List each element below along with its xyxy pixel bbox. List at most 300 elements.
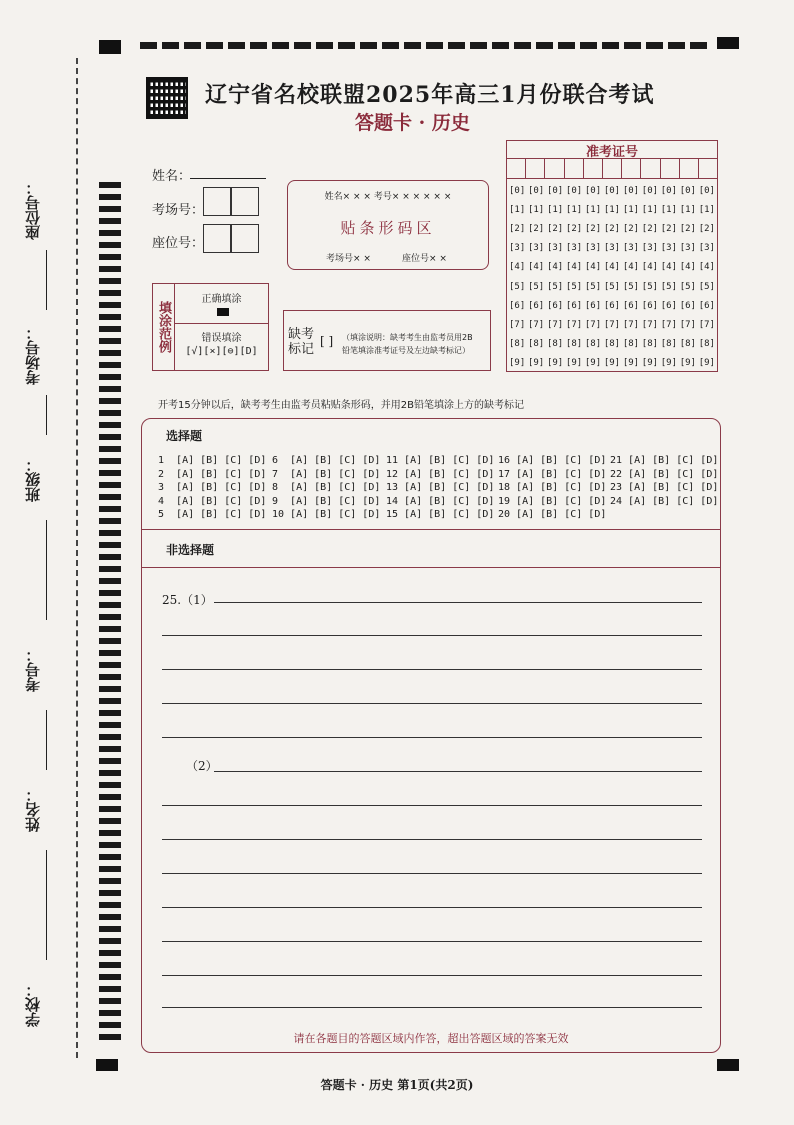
admission-bubble[interactable]: [9] <box>565 358 583 369</box>
admission-bubble[interactable]: [0] <box>698 185 715 196</box>
timing-mark <box>360 42 377 49</box>
admission-bubble[interactable]: [3] <box>546 243 564 254</box>
admission-bubble[interactable]: [3] <box>622 243 640 254</box>
admission-bubble[interactable]: [2] <box>527 223 545 234</box>
timing-mark <box>99 878 121 884</box>
timing-mark <box>140 42 157 49</box>
admission-bubble[interactable]: [1] <box>641 204 659 215</box>
admission-bubble[interactable]: [2] <box>698 223 715 234</box>
admission-digit-row <box>509 239 715 258</box>
admission-bubble[interactable]: [2] <box>679 223 696 234</box>
timing-mark <box>382 42 399 49</box>
nonchoice-section-title: 非选择题 <box>166 543 215 557</box>
admission-bubble[interactable]: [1] <box>603 204 621 215</box>
admission-bubble[interactable]: [7] <box>641 319 659 330</box>
admission-bubble[interactable]: [0] <box>565 185 583 196</box>
timing-mark <box>99 278 121 284</box>
question-25-1: 25.（1） <box>162 593 213 607</box>
admission-digit-row <box>509 335 715 354</box>
barcode-area-label: 贴条形码区 <box>340 219 436 237</box>
absent-note-line-1: （填涂说明：缺考考生由监考员用2B <box>342 333 473 342</box>
absent-note-line-2: 铅笔填涂准考证号及左边缺考标记） <box>342 346 470 355</box>
admission-bubble[interactable]: [8] <box>698 339 715 350</box>
admission-bubble[interactable]: [7] <box>698 319 715 330</box>
admission-bubble[interactable]: [6] <box>641 300 659 311</box>
admission-bubble[interactable]: [7] <box>679 319 696 330</box>
timing-mark <box>99 1034 121 1040</box>
admission-bubble[interactable]: [2] <box>641 223 659 234</box>
exam-subtitle: 答题卡 · 历史 <box>355 112 470 134</box>
name-field[interactable] <box>190 178 266 179</box>
timing-mark <box>99 854 121 860</box>
admission-bubble[interactable]: [2] <box>565 223 583 234</box>
admission-bubble[interactable]: [7] <box>509 319 526 330</box>
admission-bubble[interactable]: [1] <box>698 204 715 215</box>
admission-bubble[interactable]: [9] <box>584 358 602 369</box>
admission-bubble[interactable]: [6] <box>509 300 526 311</box>
timing-mark <box>99 530 121 536</box>
room-label: 考场号： <box>152 203 205 218</box>
side-line-exam-no <box>46 710 47 770</box>
timing-mark <box>228 42 245 49</box>
admission-bubble[interactable]: [5] <box>509 281 526 292</box>
timing-mark <box>99 698 121 704</box>
admission-write-cell[interactable] <box>526 159 545 178</box>
choice-question[interactable]: 15 [A] [B] [C] [D] <box>386 509 495 520</box>
admission-write-cell[interactable] <box>699 159 717 178</box>
admission-bubble[interactable]: [6] <box>565 300 583 311</box>
admission-bubble[interactable]: [0] <box>603 185 621 196</box>
timing-mark <box>99 866 121 872</box>
side-line-name <box>46 850 47 960</box>
choice-question[interactable]: 22 [A] [B] [C] [D] <box>610 468 719 480</box>
qr-code <box>146 77 188 119</box>
admission-write-cell[interactable] <box>545 159 564 178</box>
answer-lines[interactable] <box>162 419 702 1019</box>
side-label-exam-no: 考号： <box>24 647 42 693</box>
admission-bubble[interactable]: [3] <box>603 243 621 254</box>
admission-bubble[interactable]: [7] <box>565 319 583 330</box>
admission-bubble[interactable]: [6] <box>679 300 696 311</box>
timing-mark <box>99 806 121 812</box>
timing-mark <box>602 42 619 49</box>
timing-mark <box>99 578 121 584</box>
admission-bubble[interactable]: [0] <box>622 185 640 196</box>
admission-bubble[interactable]: [0] <box>679 185 696 196</box>
choice-question[interactable]: 20 [A] [B] [C] [D] <box>498 509 607 520</box>
admission-bubble[interactable]: [6] <box>546 300 564 311</box>
admission-bubble[interactable]: [7] <box>584 319 602 330</box>
admission-digit-row <box>509 181 715 200</box>
question-25-2: （2） <box>186 759 218 773</box>
choice-question[interactable]: 6 [A] [B] [C] [D] <box>272 455 381 466</box>
admission-bubble[interactable]: [7] <box>527 319 545 330</box>
admission-bubble[interactable]: [3] <box>698 243 715 254</box>
admission-bubble[interactable]: [0] <box>660 185 678 196</box>
answer-line[interactable] <box>162 975 702 976</box>
answer-line[interactable] <box>162 839 702 840</box>
admission-title: 准考证号 <box>507 141 717 159</box>
fill-example-label: 填涂范例 <box>153 284 175 370</box>
admission-bubble[interactable]: [2] <box>584 223 602 234</box>
admission-bubble[interactable]: [7] <box>546 319 564 330</box>
admission-bubble[interactable]: [4] <box>565 262 583 273</box>
timing-mark <box>99 482 121 488</box>
admission-bubble[interactable]: [5] <box>660 281 678 292</box>
timing-mark <box>99 398 121 404</box>
admission-bubble[interactable]: [9] <box>546 358 564 369</box>
timing-mark <box>690 42 707 49</box>
admission-bubble[interactable]: [6] <box>584 300 602 311</box>
timing-mark <box>99 1010 121 1016</box>
timing-mark <box>99 518 121 524</box>
timing-mark <box>294 42 311 49</box>
admission-bubble[interactable]: [0] <box>509 185 526 196</box>
corner-mark-top-right <box>717 37 739 49</box>
timing-mark <box>99 650 121 656</box>
choice-question[interactable]: 18 [A] [B] [C] [D] <box>498 482 607 493</box>
timing-mark <box>99 638 121 644</box>
timing-mark <box>250 42 267 49</box>
admission-bubble[interactable]: [2] <box>546 223 564 234</box>
timing-mark <box>558 42 575 49</box>
side-label-seat: 座位号： <box>24 180 42 240</box>
timing-mark <box>99 602 121 608</box>
admission-bubble[interactable]: [2] <box>622 223 640 234</box>
admission-bubble[interactable]: [8] <box>622 339 640 350</box>
admission-bubble[interactable]: [6] <box>660 300 678 311</box>
choice-question[interactable]: 7 [A] [B] [C] [D] <box>272 468 381 480</box>
choice-question[interactable]: 13 [A] [B] [C] [D] <box>386 482 495 493</box>
admission-bubble[interactable]: [9] <box>641 358 659 369</box>
timing-mark <box>580 42 597 49</box>
timing-mark <box>536 42 553 49</box>
admission-bubble[interactable]: [1] <box>546 204 564 215</box>
timing-mark <box>99 890 121 896</box>
admission-bubble[interactable]: [0] <box>641 185 659 196</box>
answer-line[interactable] <box>162 669 702 670</box>
admission-bubble[interactable]: [3] <box>584 243 602 254</box>
admission-bubble[interactable]: [8] <box>546 339 564 350</box>
answer-line[interactable] <box>162 805 702 806</box>
admission-bubble[interactable]: [4] <box>603 262 621 273</box>
timing-mark <box>99 998 121 1004</box>
choice-question[interactable]: 5 [A] [B] [C] [D] <box>158 509 267 520</box>
answer-line[interactable] <box>162 703 702 704</box>
admission-bubble[interactable]: [7] <box>603 319 621 330</box>
timing-mark <box>99 350 121 356</box>
admission-bubble[interactable]: [5] <box>584 281 602 292</box>
wrong-fill-marks: [√][×][⊖][D] <box>185 346 258 357</box>
choice-question[interactable]: 19 [A] [B] [C] [D] <box>498 495 607 507</box>
room-box-2[interactable] <box>231 187 259 216</box>
side-label-class: 班级： <box>24 457 42 503</box>
choice-question[interactable]: 8 [A] [B] [C] [D] <box>272 482 381 493</box>
barcode-seat: 座位号× × <box>402 254 447 264</box>
timing-mark <box>99 218 121 224</box>
left-timing-marks <box>99 182 121 1046</box>
admission-bubble[interactable]: [4] <box>622 262 640 273</box>
corner-mark-bottom-left <box>96 1059 118 1071</box>
admission-bubble[interactable]: [6] <box>527 300 545 311</box>
timing-mark <box>99 254 121 260</box>
timing-mark <box>99 686 121 692</box>
timing-mark <box>99 290 121 296</box>
page-footer: 答题卡 · 历史 第1页(共2页) <box>320 1078 474 1092</box>
answer-line[interactable] <box>162 941 702 942</box>
barcode-area[interactable] <box>287 180 489 270</box>
admission-bubble[interactable]: [5] <box>565 281 583 292</box>
admission-bubble[interactable]: [9] <box>527 358 545 369</box>
side-line-room <box>46 395 47 435</box>
admission-write-cell[interactable] <box>565 159 584 178</box>
room-box-1[interactable] <box>203 187 231 216</box>
admission-bubble[interactable]: [1] <box>527 204 545 215</box>
timing-mark <box>99 1022 121 1028</box>
timing-mark <box>99 758 121 764</box>
timing-mark <box>99 266 121 272</box>
timing-mark <box>448 42 465 49</box>
admission-bubble[interactable]: [3] <box>641 243 659 254</box>
choice-question[interactable]: 23 [A] [B] [C] [D] <box>610 482 719 493</box>
timing-mark <box>99 326 121 332</box>
side-label-school: 学校： <box>24 982 42 1028</box>
timing-mark <box>99 938 121 944</box>
admission-write-cell[interactable] <box>680 159 699 178</box>
admission-bubble[interactable]: [1] <box>679 204 696 215</box>
admission-bubble[interactable]: [4] <box>509 262 526 273</box>
timing-mark <box>99 458 121 464</box>
admission-write-cell[interactable] <box>661 159 680 178</box>
admission-bubble[interactable]: [8] <box>641 339 659 350</box>
timing-mark <box>99 446 121 452</box>
timing-mark <box>162 42 179 49</box>
choice-question[interactable]: 11 [A] [B] [C] [D] <box>386 455 495 466</box>
admission-bubble[interactable]: [4] <box>527 262 545 273</box>
admission-bubble[interactable]: [3] <box>679 243 696 254</box>
admission-bubble[interactable]: [3] <box>565 243 583 254</box>
admission-bubble[interactable]: [1] <box>565 204 583 215</box>
timing-mark <box>99 926 121 932</box>
admission-write-cell[interactable] <box>641 159 660 178</box>
admission-bubble[interactable]: [5] <box>641 281 659 292</box>
admission-bubble[interactable]: [0] <box>527 185 545 196</box>
answer-line[interactable] <box>162 635 702 636</box>
admission-bubble[interactable]: [9] <box>698 358 715 369</box>
choice-question[interactable]: 2 [A] [B] [C] [D] <box>158 468 267 480</box>
timing-mark <box>99 242 121 248</box>
admission-bubble[interactable]: [9] <box>509 358 526 369</box>
admission-bubble[interactable]: [7] <box>660 319 678 330</box>
timing-mark <box>99 182 121 188</box>
admission-bubble[interactable]: [8] <box>509 339 526 350</box>
timing-mark <box>646 42 663 49</box>
timing-mark <box>99 902 121 908</box>
admission-write-cell[interactable] <box>584 159 603 178</box>
admission-bubble[interactable]: [5] <box>603 281 621 292</box>
admission-bubble[interactable]: [2] <box>603 223 621 234</box>
absent-mark-box <box>283 310 491 371</box>
admission-bubble[interactable]: [5] <box>622 281 640 292</box>
admission-bubble[interactable]: [6] <box>622 300 640 311</box>
admission-bubble[interactable]: [2] <box>660 223 678 234</box>
admission-bubble[interactable]: [4] <box>660 262 678 273</box>
absent-label: 缺考标记 <box>288 327 315 357</box>
answer-area <box>141 418 721 1053</box>
timing-mark <box>470 42 487 49</box>
admission-bubble[interactable]: [8] <box>584 339 602 350</box>
top-timing-marks <box>140 42 707 49</box>
admission-bubble[interactable]: [4] <box>546 262 564 273</box>
admission-bubble[interactable]: [1] <box>660 204 678 215</box>
timing-mark <box>99 422 121 428</box>
admission-bubbles[interactable] <box>507 179 717 373</box>
admission-bubble[interactable]: [8] <box>603 339 621 350</box>
timing-mark <box>99 974 121 980</box>
admission-bubble[interactable]: [4] <box>698 262 715 273</box>
admission-number-grid[interactable] <box>506 140 718 372</box>
timing-mark <box>99 830 121 836</box>
timing-mark <box>492 42 509 49</box>
timing-mark <box>99 722 121 728</box>
timing-mark <box>99 746 121 752</box>
seat-box-2[interactable] <box>231 224 259 253</box>
admission-digit-row <box>509 354 715 373</box>
choice-question[interactable]: 3 [A] [B] [C] [D] <box>158 482 267 493</box>
admission-bubble[interactable]: [5] <box>527 281 545 292</box>
choice-question[interactable]: 4 [A] [B] [C] [D] <box>158 495 267 507</box>
admission-bubble[interactable]: [0] <box>546 185 564 196</box>
timing-mark <box>99 566 121 572</box>
admission-digit-row <box>509 296 715 315</box>
admission-digit-row <box>509 219 715 238</box>
timing-mark <box>99 950 121 956</box>
admission-digit-row <box>509 200 715 219</box>
admission-bubble[interactable]: [8] <box>527 339 545 350</box>
admission-bubble[interactable]: [9] <box>622 358 640 369</box>
answer-line[interactable] <box>162 1007 702 1008</box>
admission-write-cell[interactable] <box>507 159 526 178</box>
admission-bubble[interactable]: [7] <box>622 319 640 330</box>
answer-line[interactable] <box>162 873 702 874</box>
admission-digit-row <box>509 277 715 296</box>
timing-mark <box>99 206 121 212</box>
timing-mark <box>426 42 443 49</box>
choice-question[interactable]: 17 [A] [B] [C] [D] <box>498 468 607 480</box>
admission-bubble[interactable]: [9] <box>679 358 696 369</box>
choice-question[interactable]: 14 [A] [B] [C] [D] <box>386 495 495 507</box>
corner-mark-bottom-right <box>717 1059 739 1071</box>
timing-mark <box>99 470 121 476</box>
timing-mark <box>514 42 531 49</box>
admission-bubble[interactable]: [5] <box>546 281 564 292</box>
admission-bubble[interactable]: [5] <box>698 281 715 292</box>
admission-bubble[interactable]: [1] <box>584 204 602 215</box>
timing-mark <box>99 842 121 848</box>
absent-checkbox[interactable]: [ ] <box>320 334 334 348</box>
timing-mark <box>99 626 121 632</box>
admission-bubble[interactable]: [9] <box>603 358 621 369</box>
correct-fill-label: 正确填涂 <box>201 294 242 305</box>
admission-write-cell[interactable] <box>603 159 622 178</box>
admission-bubble[interactable]: [3] <box>509 243 526 254</box>
admission-bubble[interactable]: [8] <box>660 339 678 350</box>
barcode-top-text: 姓名× × × 考号× × × × × × <box>324 192 452 202</box>
timing-mark <box>272 42 289 49</box>
timing-mark <box>99 614 121 620</box>
admission-bubble[interactable]: [1] <box>509 204 526 215</box>
choice-question[interactable]: 9 [A] [B] [C] [D] <box>272 495 381 507</box>
admission-bubble[interactable]: [6] <box>603 300 621 311</box>
binding-dashed-line <box>76 58 78 1058</box>
admission-bubble[interactable]: [2] <box>509 223 526 234</box>
timing-mark <box>99 770 121 776</box>
timing-mark <box>99 914 121 920</box>
side-label-room: 考场号： <box>24 325 42 385</box>
timing-mark <box>99 506 121 512</box>
timing-mark <box>99 554 121 560</box>
timing-mark <box>404 42 421 49</box>
answer-line[interactable] <box>162 737 702 738</box>
admission-bubble[interactable]: [1] <box>622 204 640 215</box>
admission-bubble[interactable]: [6] <box>698 300 715 311</box>
choice-question[interactable]: 12 [A] [B] [C] [D] <box>386 468 495 480</box>
admission-bubble[interactable]: [3] <box>527 243 545 254</box>
name-label: 姓名： <box>152 169 192 184</box>
answer-line[interactable] <box>214 602 702 603</box>
choice-question[interactable]: 16 [A] [B] [C] [D] <box>498 455 607 466</box>
admission-bubble[interactable]: [3] <box>660 243 678 254</box>
answer-line[interactable] <box>214 771 702 772</box>
exam-title: 辽宁省名校联盟2025年高三1月份联合考试 <box>205 82 655 108</box>
admission-bubble[interactable]: [4] <box>641 262 659 273</box>
timing-mark <box>99 302 121 308</box>
choice-question[interactable]: 1 [A] [B] [C] [D] <box>158 455 267 466</box>
absent-instruction: 开考15分钟以后，缺考考生由监考员粘贴条形码，并用2B铅笔填涂上方的缺考标记 <box>158 400 524 411</box>
admission-bubble[interactable]: [5] <box>679 281 696 292</box>
timing-mark <box>99 314 121 320</box>
admission-write-cell[interactable] <box>622 159 641 178</box>
corner-mark-top-left <box>99 40 121 54</box>
timing-mark <box>99 710 121 716</box>
choice-question[interactable]: 10 [A] [B] [C] [D] <box>272 509 381 520</box>
timing-mark <box>99 542 121 548</box>
admission-bubble[interactable]: [0] <box>584 185 602 196</box>
timing-mark <box>99 338 121 344</box>
answer-line[interactable] <box>162 907 702 908</box>
admission-write-cells[interactable] <box>507 159 717 179</box>
timing-mark <box>99 794 121 800</box>
side-line-seat <box>46 250 47 310</box>
fill-example-divider <box>175 323 268 324</box>
admission-bubble[interactable]: [8] <box>679 339 696 350</box>
choice-question[interactable]: 21 [A] [B] [C] [D] <box>610 455 719 466</box>
choice-question[interactable]: 24 [A] [B] [C] [D] <box>610 495 719 507</box>
admission-bubble[interactable]: [4] <box>584 262 602 273</box>
timing-mark <box>99 194 121 200</box>
timing-mark <box>99 986 121 992</box>
correct-fill-mark <box>217 308 229 316</box>
seat-box-1[interactable] <box>203 224 231 253</box>
admission-bubble[interactable]: [9] <box>660 358 678 369</box>
admission-bubble[interactable]: [4] <box>679 262 696 273</box>
timing-mark <box>99 782 121 788</box>
timing-mark <box>99 362 121 368</box>
admission-digit-row <box>509 315 715 334</box>
barcode-room: 考场号× × <box>326 254 371 264</box>
admission-bubble[interactable]: [8] <box>565 339 583 350</box>
timing-mark <box>668 42 685 49</box>
